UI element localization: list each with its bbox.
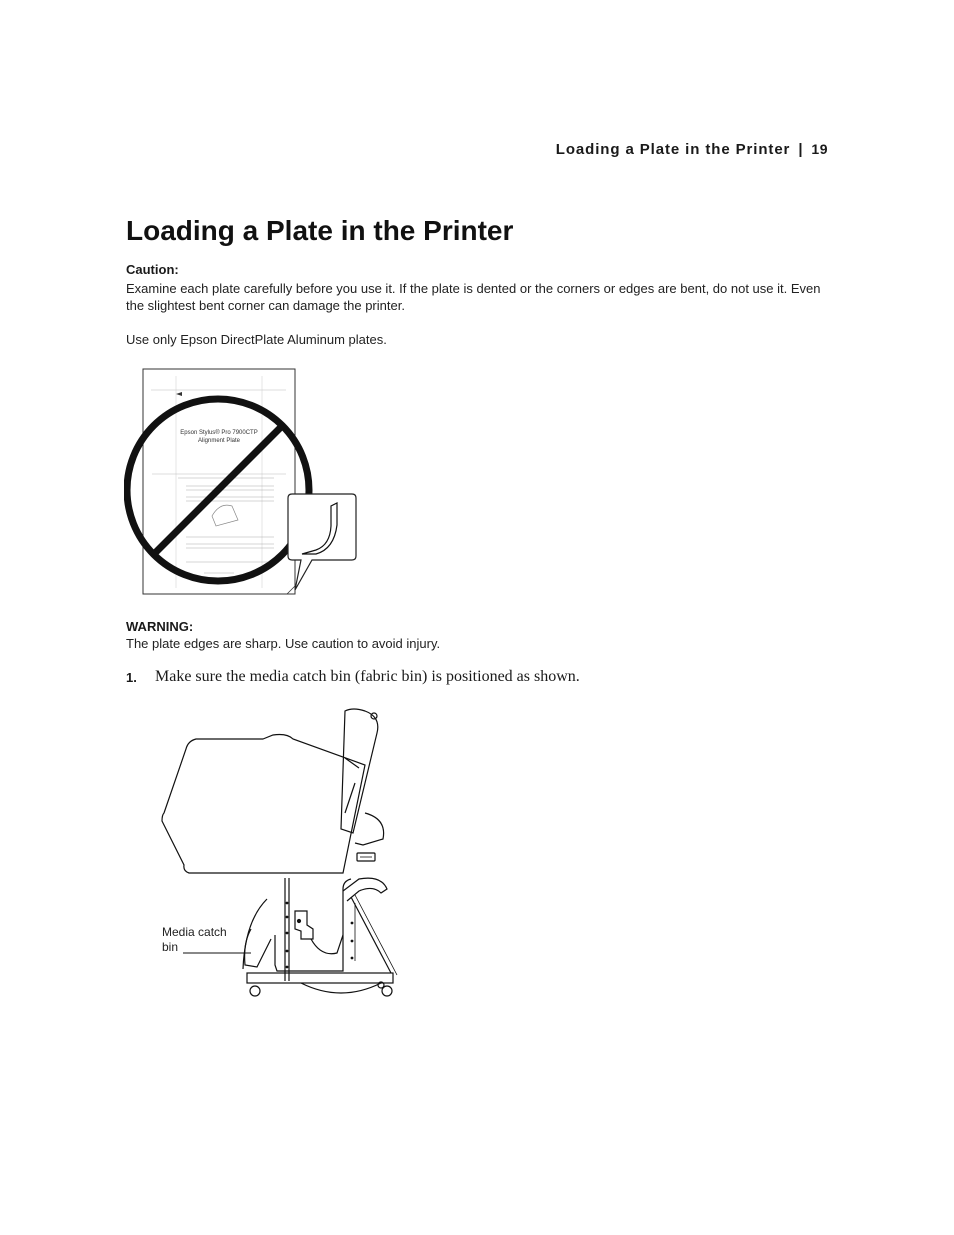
callout-line2: bin [162,940,179,954]
step-text: Make sure the media catch bin (fabric bin) is positioned as shown. [155,668,580,685]
damaged-plate-figure [124,366,360,596]
running-header [556,141,828,158]
caution-label: Caution: [126,262,179,277]
callout-line1: Media catch [162,925,227,939]
step-1 [126,668,580,686]
page-number: 19 [811,141,828,157]
plate-title-line1: Epson Stylus® Pro 7900CTP [180,430,258,436]
running-title: Loading a Plate in the Printer [555,141,791,158]
media-catch-bin-callout [162,925,227,955]
printer-stand-figure [155,703,415,1001]
plate-note: Use only Epson DirectPlate Aluminum plates. [126,332,387,347]
warning-label: WARNING: [126,619,194,634]
page-title: Loading a Plate in the Printer [126,215,514,246]
header-separator: | [798,141,804,158]
warning-text: The plate edges are sharp. Use caution to avoid injury. [126,636,441,651]
caution-text: Examine each plate carefully before you use it. If the plate is dented or the corners or edges are bent, do not use it. Even the slightest bent corner can damage the printer. [126,281,821,313]
step-number: 1. [126,670,137,685]
plate-title-line2: Alignment Plate [197,438,241,444]
